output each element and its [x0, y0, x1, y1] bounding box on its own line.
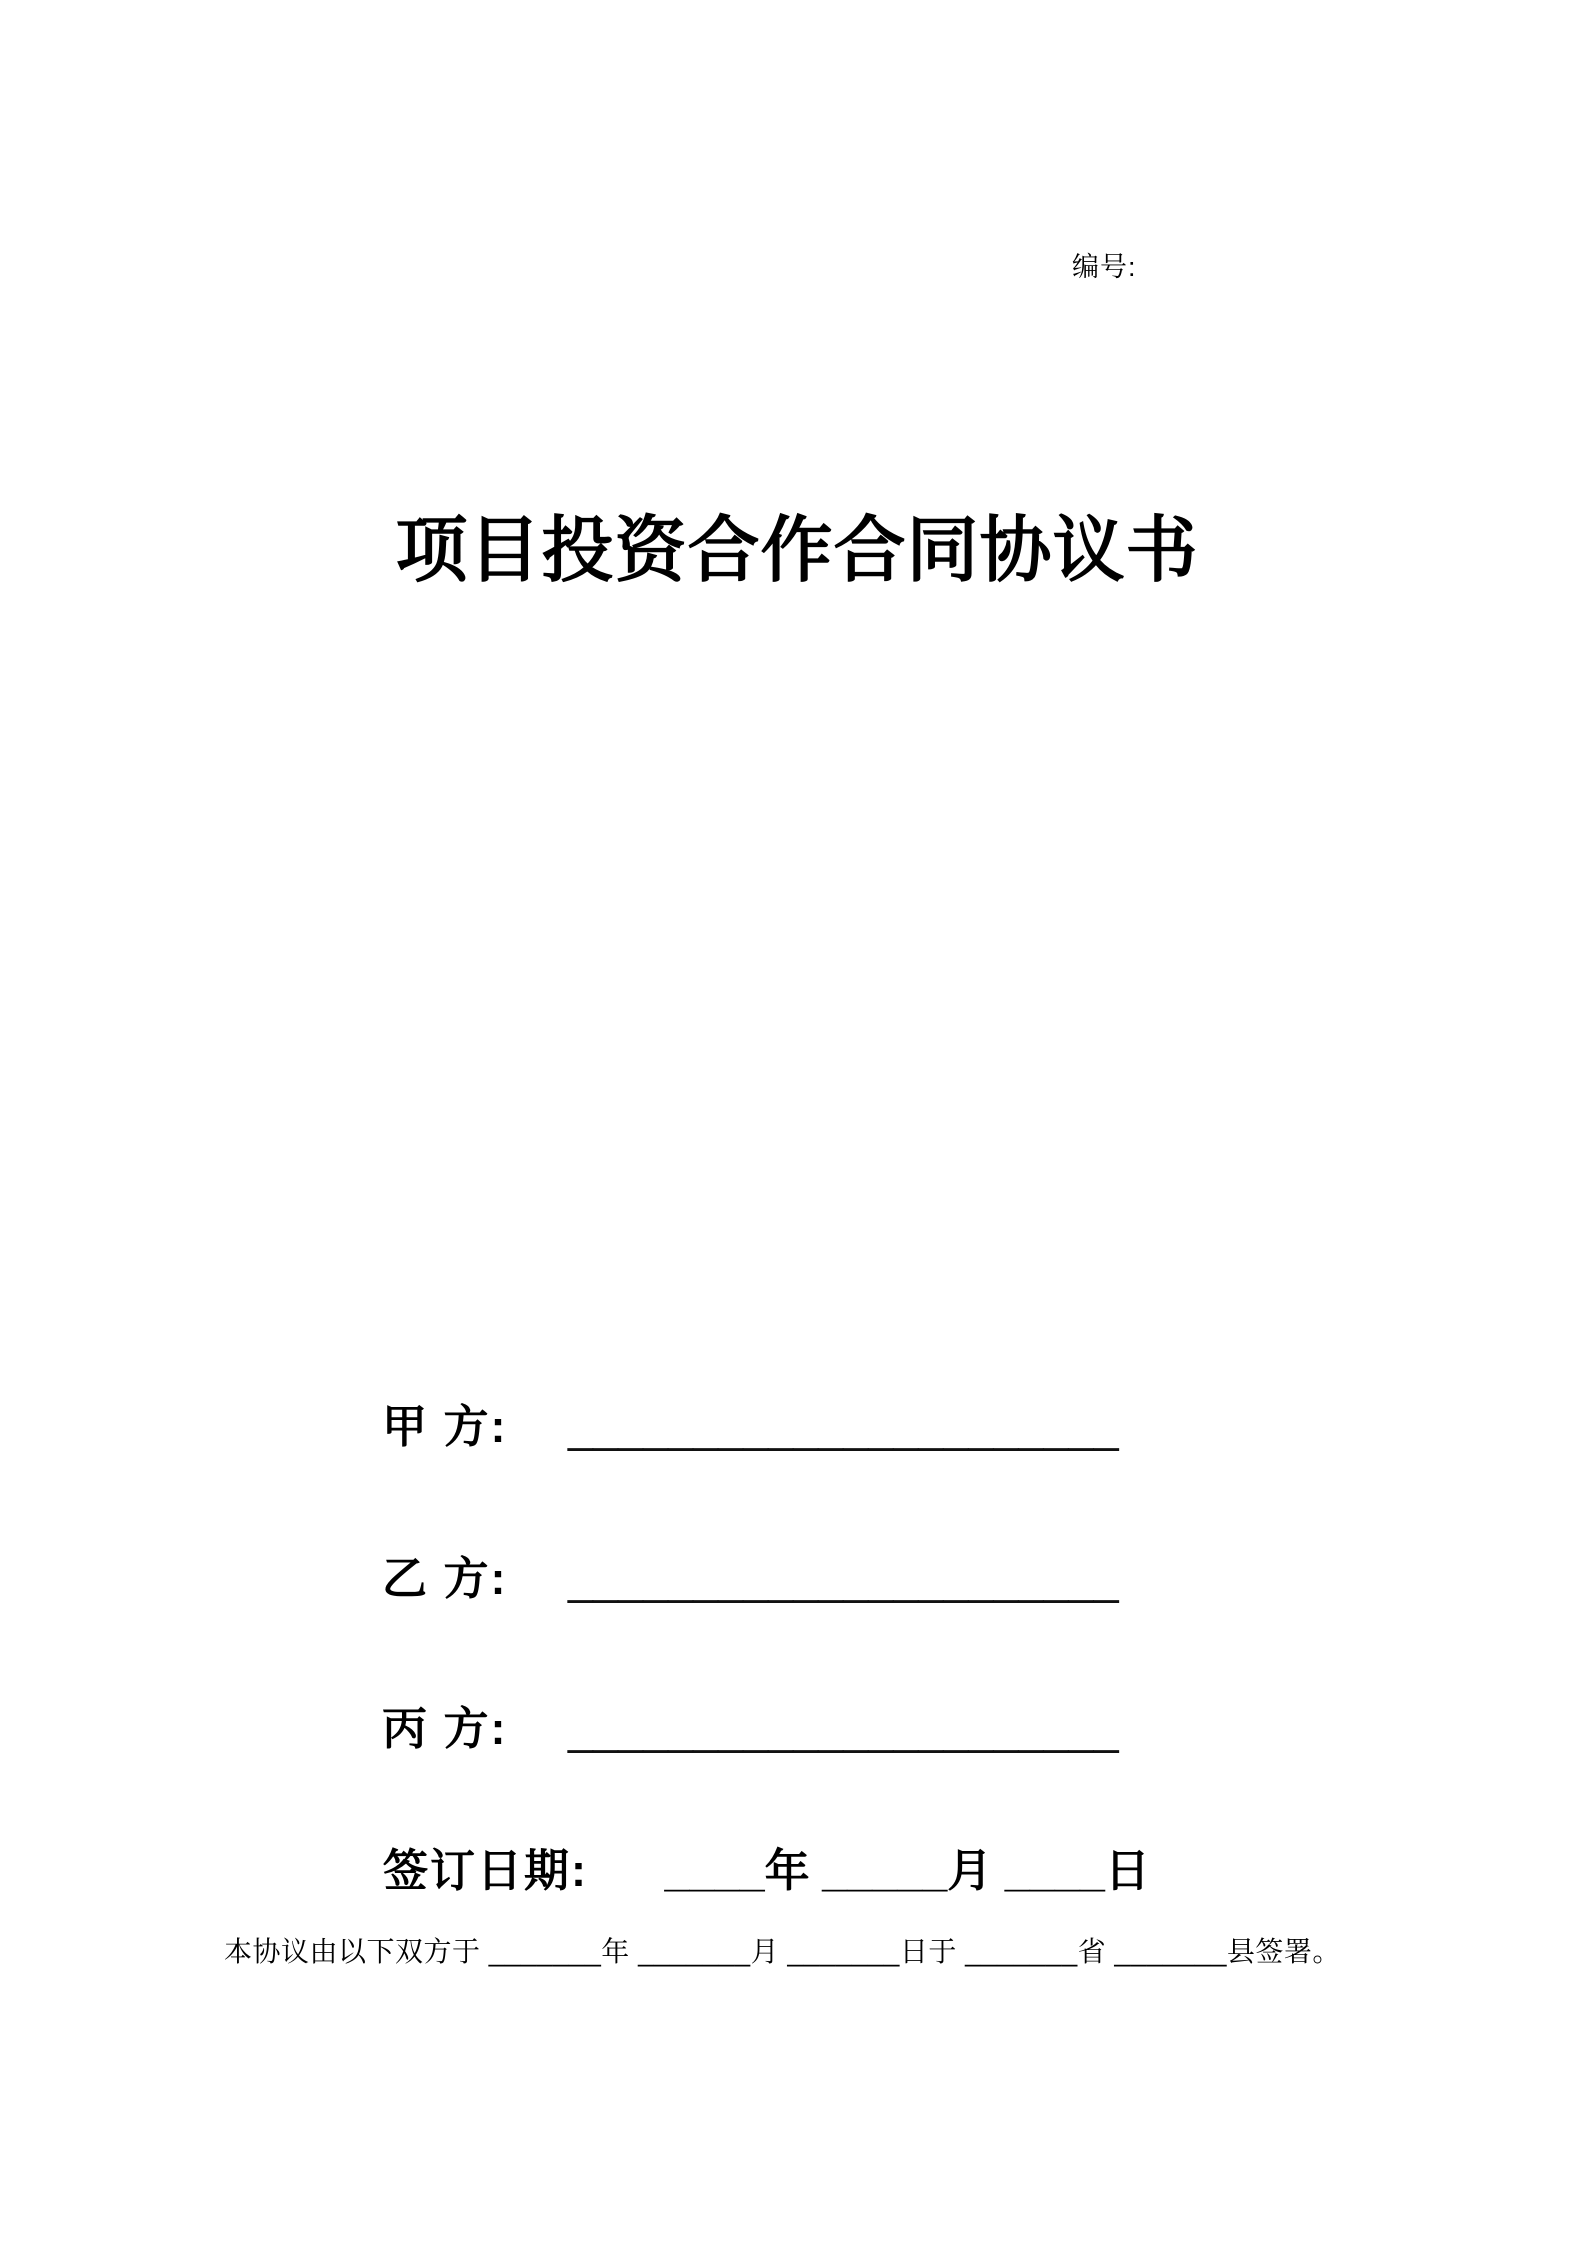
doc-number-label: 编号: — [1072, 252, 1137, 282]
sign-date-blanks[interactable]: ____年 _____月 ____日 — [664, 1845, 1150, 1896]
party-row-yi — [382, 1553, 1119, 1604]
party-row-bing — [382, 1703, 1119, 1754]
party-bing-label: 丙 方: — [382, 1703, 508, 1754]
party-bing-blank-line[interactable]: ______________________ — [568, 1703, 1119, 1754]
party-jia-label: 甲 方: — [382, 1401, 508, 1452]
party-yi-label: 乙 方: — [382, 1553, 508, 1604]
party-row-jia — [382, 1401, 1119, 1452]
footer-note: 本协议由以下双方于 _______年 _______月 _______日于 _______省 _______县签署。 — [224, 1936, 1341, 1967]
party-jia-blank-line[interactable]: ______________________ — [568, 1401, 1119, 1452]
sign-date-label: 签订日期: — [383, 1845, 588, 1896]
document-title: 项目投资合作合同协议书 — [395, 511, 1199, 591]
party-yi-blank-line[interactable]: ______________________ — [568, 1553, 1119, 1604]
sign-date-row — [383, 1845, 1150, 1896]
